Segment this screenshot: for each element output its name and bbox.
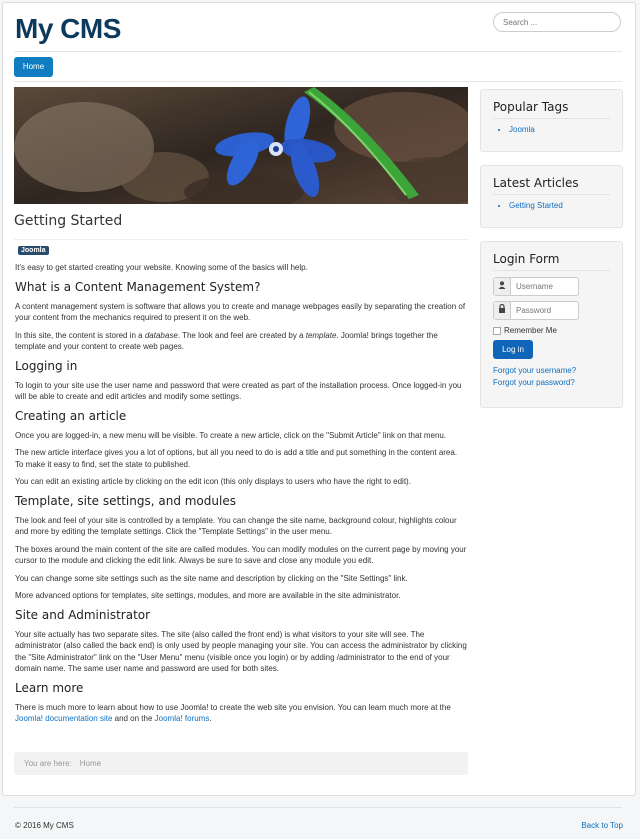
login-form-module: [480, 241, 623, 408]
user-icon: [494, 278, 511, 295]
heading-admin: Site and Administrator: [15, 607, 151, 622]
article-title: Getting Started: [14, 213, 123, 229]
tag-link[interactable]: • Joomla: [509, 125, 610, 134]
remember-label: Remember Me: [504, 326, 557, 335]
password-field[interactable]: [493, 301, 579, 320]
forums-link[interactable]: Joomla! forums: [154, 714, 210, 723]
heading-login: Logging in: [15, 358, 78, 373]
back-to-top-link[interactable]: Back to Top: [581, 821, 623, 830]
heading-learn: Learn more: [15, 680, 84, 695]
paragraph: More advanced options for templates, site settings, modules, and more are available in the site administrator.: [15, 591, 401, 600]
flower-illustration: [14, 87, 468, 204]
paragraph: To login to your site use the user name and password that were created as part of the installation process. Once logged-in you will be able to create and edit articles and modify some settings.: [15, 380, 462, 401]
latest-articles-module: [480, 165, 623, 228]
site-brand[interactable]: My CMS: [15, 13, 121, 44]
popular-tags-module: [480, 89, 623, 152]
breadcrumb: [14, 752, 468, 775]
docs-link[interactable]: Joomla! documentation site: [15, 714, 113, 723]
breadcrumb-home[interactable]: Home: [79, 759, 102, 768]
remember-me[interactable]: [493, 326, 610, 335]
title-divider: [14, 239, 468, 240]
heading-create: Creating an article: [15, 408, 127, 423]
heading-template: Template, site settings, and modules: [15, 493, 236, 508]
paragraph: Once you are logged-in, a new menu will be visible. To create a new article, click on the "Submit Article" link on that menu.: [15, 430, 447, 440]
paragraph: The look and feel of your site is controlled by a template. You can change the site name, background colour, highlights colour and more by editing the template settings. Click the "Template Settings" in the user menu.: [15, 515, 457, 536]
paragraph: You can change some site settings such as the site name and description by clicking on the "Site Settings" link.: [15, 573, 408, 583]
username-field[interactable]: [493, 277, 579, 296]
username-input[interactable]: [512, 278, 578, 295]
forgot-username-link[interactable]: Forgot your username?: [493, 366, 577, 375]
paragraph: A content management system is software that allows you to create and manage webpages easily by separating the creation of your content from the mechanics required to present it on the web.: [15, 301, 466, 322]
article-hero-image: [14, 87, 468, 204]
password-input[interactable]: [512, 302, 578, 319]
copyright-text: © 2016 My CMS: [15, 821, 74, 830]
module-title: Popular Tags: [493, 100, 610, 119]
nav-divider: [14, 81, 622, 82]
module-title: Latest Articles: [493, 176, 610, 195]
forgot-password-link[interactable]: Forgot your password?: [493, 378, 575, 387]
footer-divider: [14, 807, 622, 808]
article-link[interactable]: • Getting Started: [509, 201, 610, 210]
article-body: [15, 262, 467, 731]
paragraph: The new article interface gives you a lot of options, but all you need to do is add a title and put something in the content area. To make it easy to find, set the state to published.: [15, 448, 458, 469]
module-title: Login Form: [493, 252, 610, 271]
lock-icon: [494, 302, 511, 319]
heading-cms: What is a Content Management System?: [15, 279, 261, 294]
nav-home-button[interactable]: Home: [14, 57, 53, 77]
search-input[interactable]: [493, 12, 621, 32]
breadcrumb-prefix: You are here:: [24, 759, 72, 768]
article-intro: It's easy to get started creating your website. Knowing some of the basics will help.: [15, 263, 308, 272]
paragraph: Your site actually has two separate sites. The site (also called the front end) is what visitors to your site will see. The administrator (also called the back end) is only used by people managing your site. You can access the administrator by clicking the "Site Administrator" link on the "User Menu" menu (visible once you login) or by adding /administrator to the end of your domain name. The same user name and password are used for both sites.: [15, 629, 467, 673]
paragraph: There is much more to learn about how to use Joomla! to create the web site you envision. You can learn much more at the Joomla! documentation site and on the Joomla! forums.: [15, 702, 451, 723]
login-button[interactable]: Log in: [493, 340, 533, 359]
header-divider: [14, 51, 622, 52]
remember-checkbox[interactable]: [493, 327, 501, 335]
paragraph: You can edit an existing article by clicking on the edit icon (this only displays to users who have the right to edit).: [15, 477, 411, 486]
paragraph: In this site, the content is stored in a database. The look and feel are created by a template. Joomla! brings together the template and your content to create web pages.: [15, 330, 438, 351]
tag-badge[interactable]: Joomla: [18, 246, 49, 255]
paragraph: The boxes around the main content of the site are called modules. You can modify modules on the current page by moving your cursor to the module and clicking the edit link. Always be sure to save and close any module you edit.: [15, 544, 467, 565]
